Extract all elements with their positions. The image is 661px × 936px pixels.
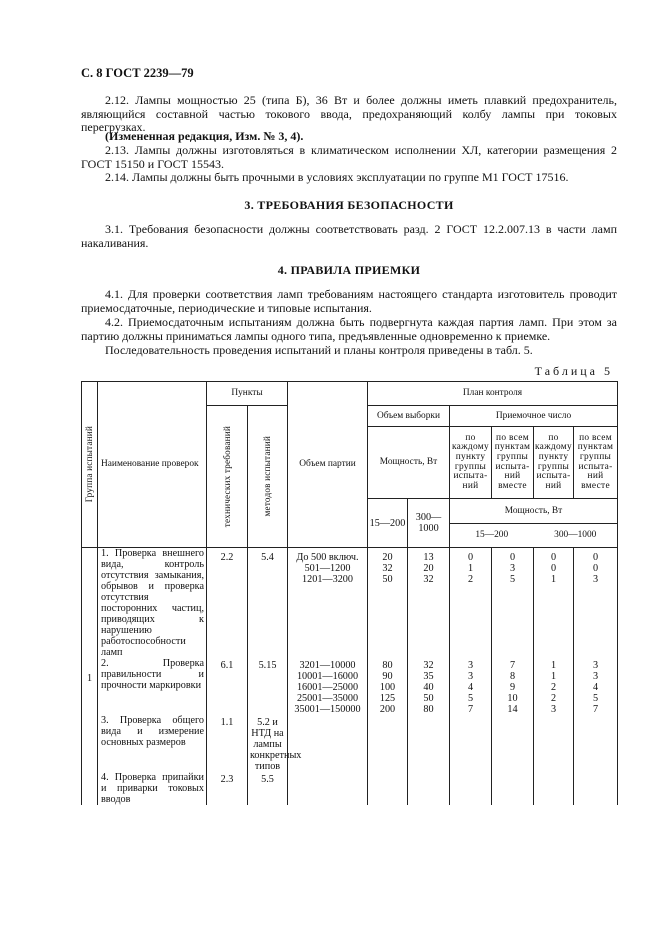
paragraph-sequence: Последовательность проведения испытаний и планы контроля приведены в табл. 5. [105, 343, 533, 357]
accept-all-15-200: 0 3 5 [492, 548, 534, 659]
header-tech-req: технических требований [207, 406, 248, 548]
header-acc-15-200: 15—200 [475, 530, 509, 540]
header-power-2: Мощность, Вт [450, 499, 617, 524]
header-all-points-2: по всем пунктам группы испыта-ний вместе [574, 427, 618, 499]
sample-300-1000: 32 35 40 50 80 [408, 658, 450, 715]
table-caption: Таблица 5 [534, 364, 613, 378]
header-batch: Объем партии [288, 382, 368, 548]
header-points: Пункты [207, 382, 288, 406]
paragraph-3-1: 3.1. Требования безопасности должны соответствовать разд. 2 ГОСТ 12.2.007.13 в части ламп накаливания. [81, 222, 617, 250]
table-row [82, 658, 618, 715]
header-acc-300-1000: 300—1000 [554, 530, 597, 540]
header-power: Мощность, Вт [368, 427, 450, 499]
table-row [82, 548, 618, 659]
check-name: 4. Проверка припайки и приварки токовых вводов [98, 772, 207, 805]
section-4-title: 4. ПРАВИЛА ПРИЕМКИ [277, 263, 421, 277]
header-sample: Объем выборки [368, 406, 450, 427]
accept-per-point-15-200: 3 3 4 5 7 [450, 658, 492, 715]
accept-per-point-300-1000: 0 0 1 [534, 548, 574, 659]
header-sample-15-200: 15—200 [368, 499, 408, 548]
table-row [82, 715, 618, 772]
batch-values: До 500 включ. 501—1200 1201—3200 [288, 548, 368, 659]
method-point: 5.2 и НТД на лампы конкретных типов [248, 715, 288, 772]
batch-values: 3201—10000 10001—16000 16001—25000 25001—35000 35001—150000 [288, 658, 368, 715]
header-plan: План контроля [368, 382, 618, 406]
header-accept: Приемочное число [450, 406, 618, 427]
paragraph-2-14: 2.14. Лампы должны быть прочными в условиях эксплуатации по группе М1 ГОСТ 17516. [105, 170, 569, 184]
check-name: 2. Проверка правильности и прочности маркировки [98, 658, 207, 715]
tech-req-point: 1.1 [207, 715, 248, 772]
table-5 [81, 381, 618, 805]
header-accept-power [450, 499, 618, 548]
paragraph-4-2: 4.2. Приемосдаточным испытаниям должна быть подвергнута каждая партия ламп. При этом за партию должны приниматься лампы одного типа, предъявленные одновременно к приемке. [81, 315, 617, 343]
method-point: 5.4 [248, 548, 288, 659]
paragraph-4-1: 4.1. Для проверки соответствия ламп требованиям настоящего стандарта изготовитель проводит приемосдаточные, периодические и типовые испытания. [81, 287, 617, 315]
header-group: Группа испытаний [82, 382, 98, 548]
group-cell: 1 [82, 548, 98, 806]
page-header: С. 8 ГОСТ 2239—79 [81, 66, 194, 80]
edit-note: (Измененная редакция, Изм. № 3, 4). [105, 129, 304, 143]
header-sample-300-1000: 300—1000 [408, 499, 450, 548]
tech-req-point: 6.1 [207, 658, 248, 715]
accept-all-300-1000: 0 0 3 [574, 548, 618, 659]
sample-15-200: 20 32 50 [368, 548, 408, 659]
header-per-point-1: по каждому пункту группы испыта-ний [450, 427, 492, 499]
sample-300-1000: 13 20 32 [408, 548, 450, 659]
method-point: 5.5 [248, 772, 288, 805]
paragraph-2-12: 2.12. Лампы мощностью 25 (типа Б), 36 Вт и более должны иметь плавкий предохранитель, являющийся составной частью токового ввода, предохраняющий колбу лампы при токовых перегрузках. [81, 93, 617, 135]
tech-req-point: 2.2 [207, 548, 248, 659]
accept-per-point-15-200: 0 1 2 [450, 548, 492, 659]
tech-req-point: 2.3 [207, 772, 248, 805]
header-methods: методов испытаний [248, 406, 288, 548]
accept-all-300-1000: 3 3 4 5 7 [574, 658, 618, 715]
paragraph-2-13: 2.13. Лампы должны изготовляться в климатическом исполнении ХЛ, категории размещения 2 ГОСТ 15150 и ГОСТ 15543. [81, 143, 617, 171]
header-name: Наименование проверок [98, 382, 207, 548]
table-row [82, 772, 618, 805]
header-per-point-2: по каждому пункту группы испыта-ний [534, 427, 574, 499]
check-name: 3. Проверка общего вида и измерение основных размеров [98, 715, 207, 772]
accept-all-15-200: 7 8 9 10 14 [492, 658, 534, 715]
check-name: 1. Проверка внешнего вида, контроль отсутствия замыкания, обрывов и проверка отсутствия посторонних частиц, приводящих к нарушению работоспособности ламп [98, 548, 207, 659]
sample-15-200: 80 90 100 125 200 [368, 658, 408, 715]
header-all-points-1: по всем пунктам группы испыта-ний вместе [492, 427, 534, 499]
method-point: 5.15 [248, 658, 288, 715]
section-3-title: 3. ТРЕБОВАНИЯ БЕЗОПАСНОСТИ [244, 198, 454, 212]
accept-per-point-300-1000: 1 1 2 2 3 [534, 658, 574, 715]
